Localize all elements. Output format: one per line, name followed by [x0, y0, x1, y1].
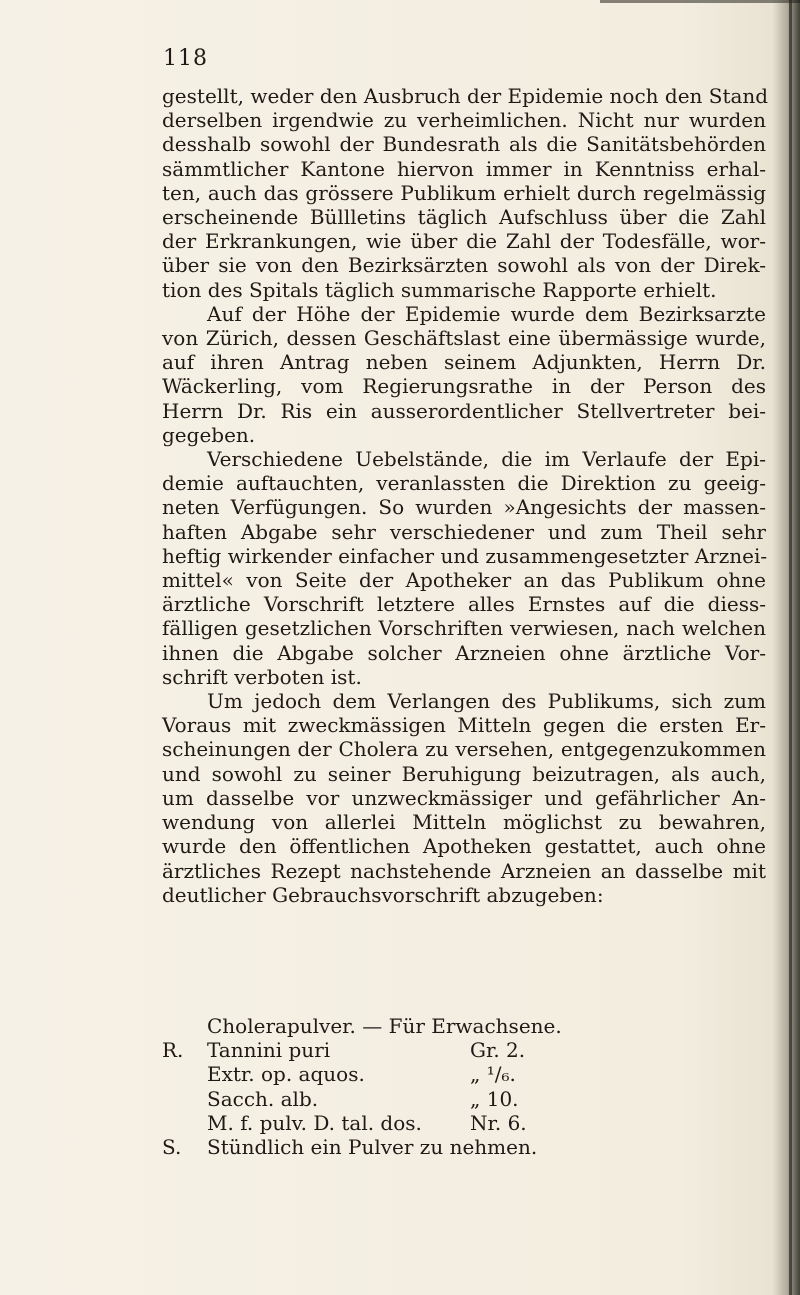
prescription-row [162, 1062, 766, 1086]
text-line: über sie von den Bezirksärzten sowohl als von der Direk- [162, 253, 766, 278]
text-line: fälligen gesetzlichen Vorschriften verwiesen, nach welchen [162, 616, 766, 641]
prescription-ingredient: Sacch. alb. [207, 1086, 319, 1111]
paragraph [162, 84, 769, 302]
paragraph [162, 689, 766, 907]
prescription-quantity: „ 10. [470, 1086, 519, 1111]
text-line: Voraus mit zweckmässigen Mitteln gegen die ersten Er- [162, 713, 766, 738]
text-line: mittel« von Seite der Apotheker an das Publikum ohne [162, 568, 766, 593]
prescription-ingredient: M. f. pulv. D. tal. dos. [207, 1110, 422, 1135]
text-line: desshalb sowohl der Bundesrath als die Sanitätsbehörden [162, 132, 766, 157]
prescription-prefix: S. [162, 1134, 182, 1159]
prescription-quantity: Nr. 6. [470, 1110, 527, 1135]
text-line: ärztliches Rezept nachstehende Arzneien an dasselbe mit [162, 858, 766, 883]
text-line: haften Abgabe sehr verschiedener und zum Theil sehr [162, 519, 766, 544]
text-line: Verschiedene Uebelstände, die im Verlaufe der Epi- [207, 447, 766, 472]
prescription-block [162, 1014, 766, 1159]
text-line: ihnen die Abgabe solcher Arzneien ohne ärztliche Vor- [162, 640, 766, 665]
prescription-quantity: „ ¹/₆. [470, 1062, 516, 1087]
text-line: neten Verfügungen. So wurden »Angesichts der massen- [162, 495, 766, 520]
text-line: und sowohl zu seiner Beruhigung beizutragen, als auch, [162, 761, 766, 786]
text-line: ten, auch das grössere Publikum erhielt durch regelmässig [162, 180, 766, 205]
text-line: von Zürich, dessen Geschäftslast eine übermässige wurde, [162, 326, 766, 351]
text-line: gestellt, weder den Ausbruch der Epidemie noch den Stand [162, 84, 769, 108]
text-line: Um jedoch dem Verlangen des Publikums, sich zum [207, 689, 766, 714]
text-line: scheinungen der Cholera zu versehen, entgegenzukommen [162, 737, 766, 762]
paragraph [162, 447, 766, 689]
text-line: demie auftauchten, veranlassten die Direktion zu geeig- [162, 471, 766, 496]
prescription-row [162, 1038, 766, 1062]
text-line: der Erkrankungen, wie über die Zahl der Todesfälle, wor- [162, 229, 766, 254]
prescription-ingredient: Extr. op. aquos. [207, 1062, 365, 1087]
text-line: Auf der Höhe der Epidemie wurde dem Bezirksarzte [207, 301, 766, 326]
prescription-ingredient: Tannini puri [207, 1038, 331, 1063]
text-line: wurde den öffentlichen Apotheken gestattet, auch ohne [162, 834, 766, 859]
body-text [162, 84, 769, 907]
prescription-row [162, 1087, 766, 1111]
text-line: deutlicher Gebrauchsvorschrift abzugeben: [162, 882, 604, 907]
text-line: schrift verboten ist. [162, 664, 362, 689]
binding-shadow [772, 0, 800, 1295]
text-line: um dasselbe vor unzweckmässiger und gefährlicher An- [162, 785, 766, 810]
text-line: tion des Spitals täglich summarische Rapporte erhielt. [162, 277, 717, 302]
prescription-ingredient: Stündlich ein Pulver zu nehmen. [207, 1134, 538, 1159]
text-line: gegeben. [162, 422, 256, 447]
text-line: derselben irgendwie zu verheimlichen. Nicht nur wurden [162, 108, 766, 133]
prescription-row [162, 1111, 766, 1135]
page-edge [789, 0, 792, 1295]
paragraph [162, 302, 766, 447]
text-line: wendung von allerlei Mitteln möglichst zu bewahren, [162, 810, 766, 835]
text-line: ärztliche Vorschrift letztere alles Ernstes auf die diess- [162, 592, 766, 617]
text-line: Herrn Dr. Ris ein ausserordentlicher Stellvertreter bei- [162, 398, 766, 423]
text-line: auf ihren Antrag neben seinem Adjunkten, Herrn Dr. [162, 350, 766, 375]
prescription-prefix: R. [162, 1038, 184, 1063]
text-line: sämmtlicher Kantone hiervon immer in Kenntniss erhal- [162, 156, 766, 181]
text-line: heftig wirkender einfacher und zusammengesetzter Arznei- [162, 543, 768, 568]
prescription-row [162, 1135, 766, 1159]
page-number: 118 [163, 46, 208, 71]
text-line: Wäckerling, vom Regierungsrathe in der Person des [162, 374, 766, 399]
prescription-quantity: Gr. 2. [470, 1038, 526, 1063]
text-line: erscheinende Büllletins täglich Aufschluss über die Zahl [162, 205, 766, 230]
page-top-border [600, 0, 800, 3]
prescription-title: Cholerapulver. — Für Erwachsene. [207, 1014, 562, 1038]
